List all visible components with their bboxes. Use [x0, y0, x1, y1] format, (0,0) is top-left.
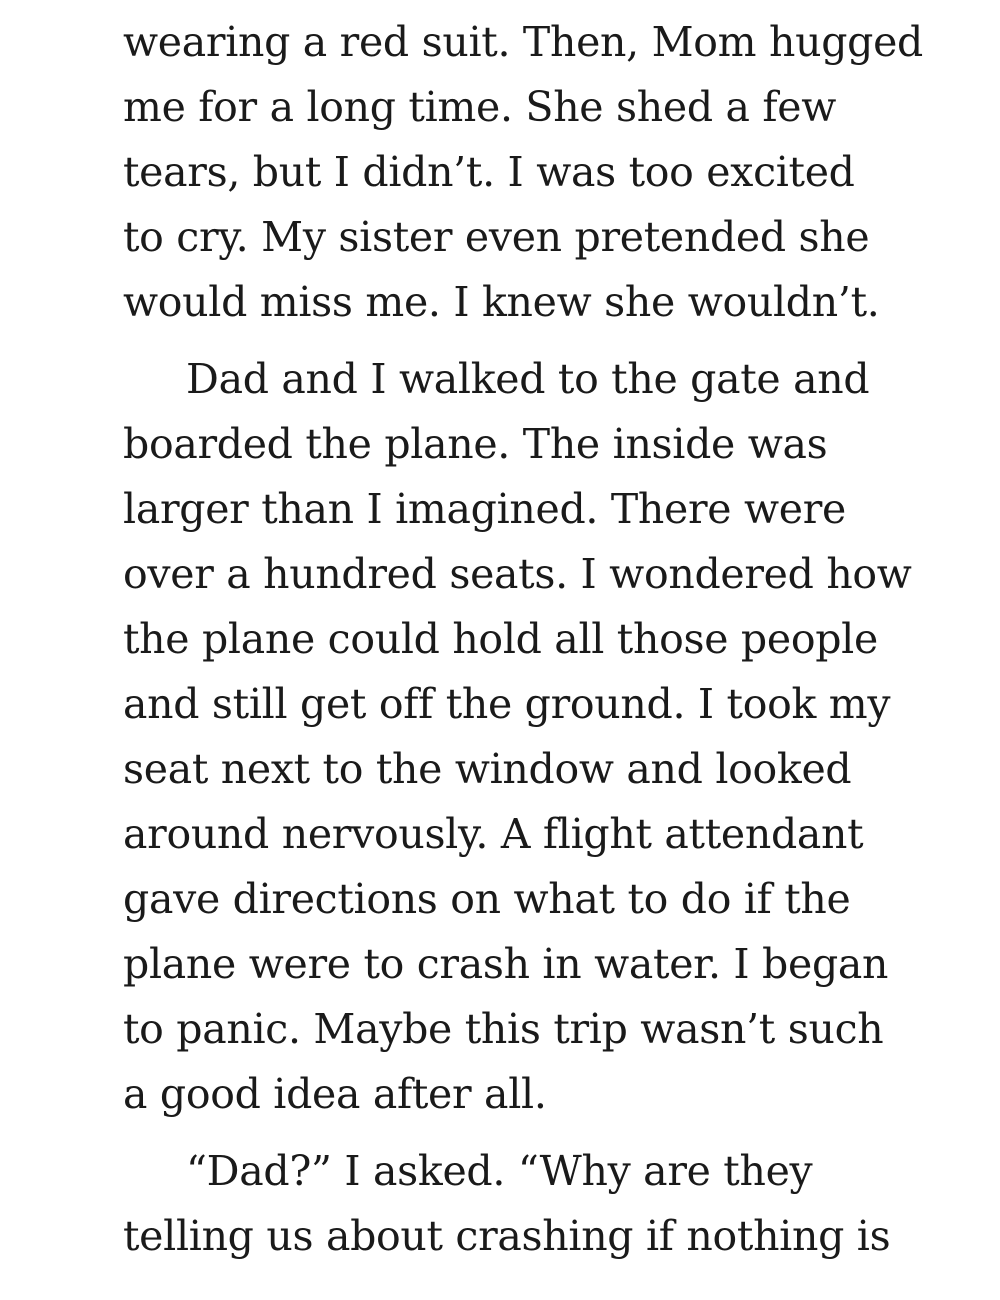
- text-line: a good idea after all.: [123, 1070, 547, 1118]
- paragraph-3: [123, 1139, 963, 1269]
- text-line: to panic. Maybe this trip wasn’t such: [123, 1005, 884, 1053]
- text-line: the plane could hold all those people: [123, 615, 878, 663]
- text-line: telling us about crashing if nothing is: [123, 1212, 891, 1260]
- text-line: plane were to crash in water. I began: [123, 940, 889, 988]
- text-line: Dad and I walked to the gate and: [186, 355, 870, 403]
- text-line: wearing a red suit. Then, Mom hugged: [123, 18, 923, 66]
- text-line: gave directions on what to do if the: [123, 875, 851, 923]
- text-line: would miss me. I knew she wouldn’t.: [123, 278, 880, 326]
- text-line: boarded the plane. The inside was: [123, 420, 828, 468]
- text-line: larger than I imagined. There were: [123, 485, 846, 533]
- text-line: and still get off the ground. I took my: [123, 680, 891, 728]
- paragraph-2: [123, 347, 963, 1127]
- text-line: around nervously. A flight attendant: [123, 810, 864, 858]
- text-line: seat next to the window and looked: [123, 745, 852, 793]
- paragraph-1: [123, 10, 963, 335]
- text-line: me for a long time. She shed a few: [123, 83, 837, 131]
- text-line: “Dad?” I asked. “Why are they: [186, 1147, 813, 1195]
- book-page: [123, 10, 963, 1269]
- text-line: over a hundred seats. I wondered how: [123, 550, 912, 598]
- text-line: to cry. My sister even pretended she: [123, 213, 870, 261]
- text-line: tears, but I didn’t. I was too excited: [123, 148, 855, 196]
